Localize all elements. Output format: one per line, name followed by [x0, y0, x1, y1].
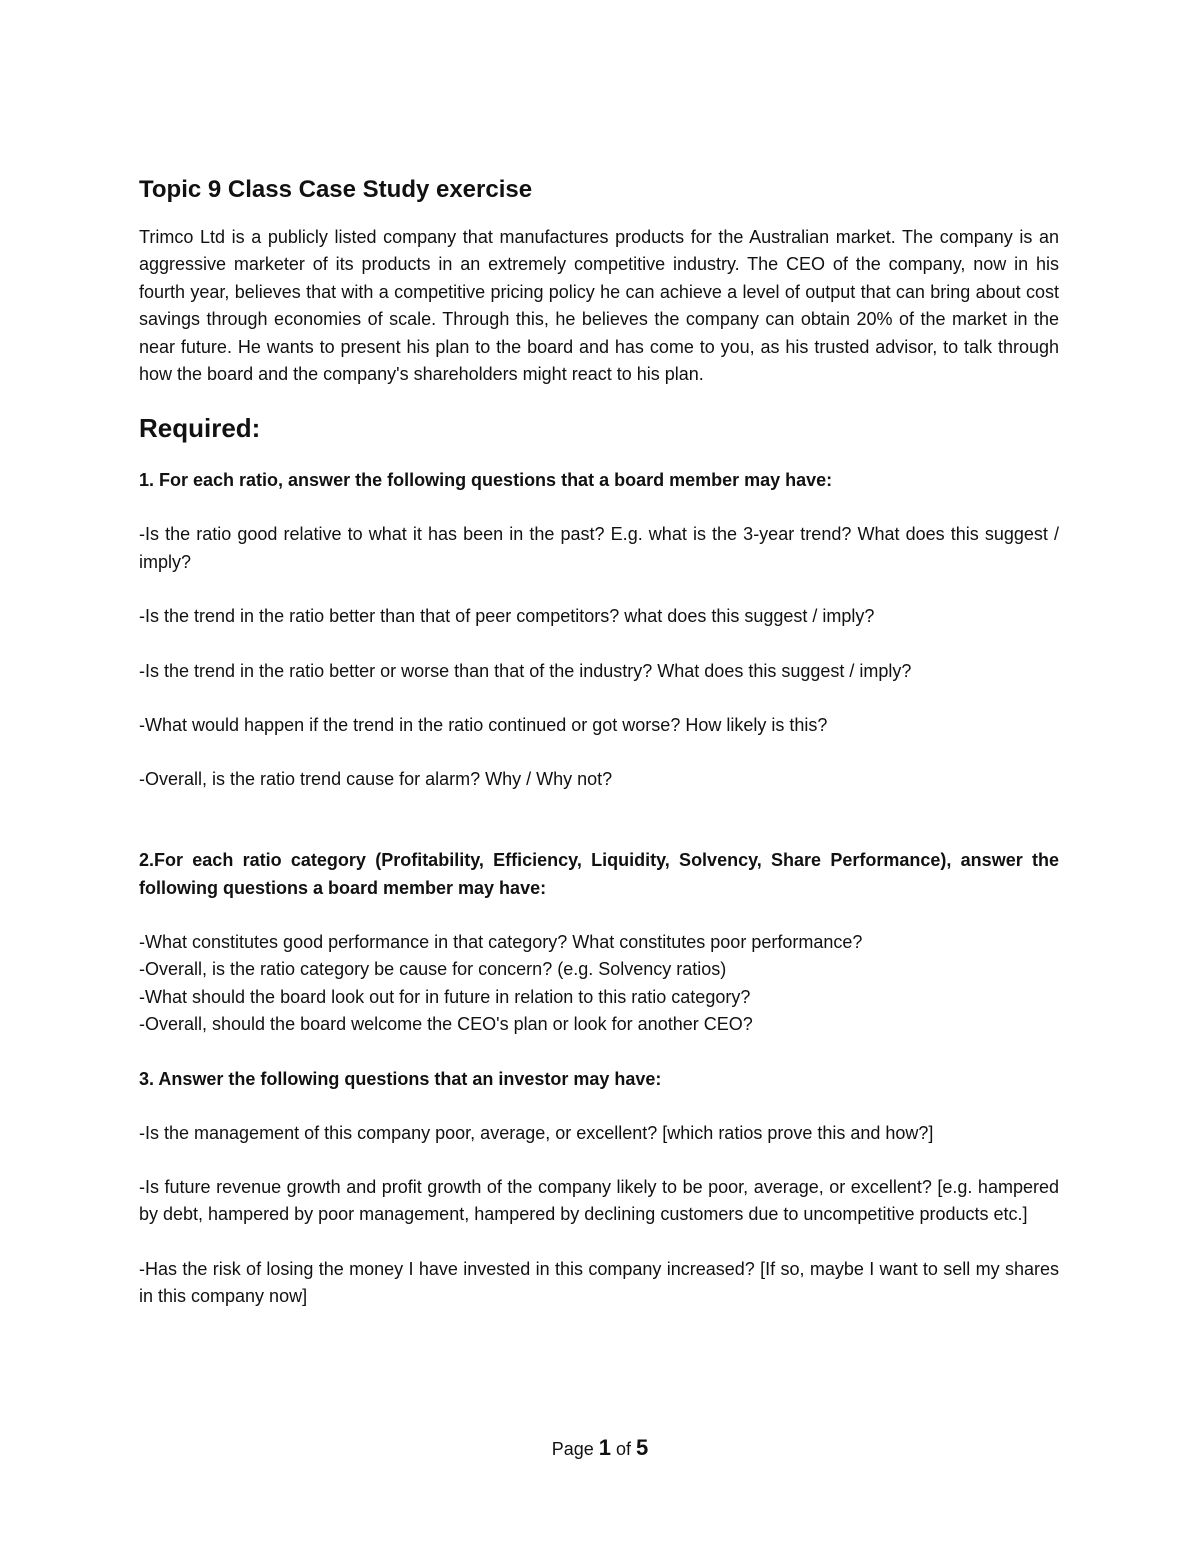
section-3-item: -Has the risk of losing the money I have invested in this company increased? [If so, maybe I want to sell my shares in this company now] [139, 1258, 1059, 1307]
document-body [139, 172, 1059, 1311]
section-2-item: -Overall, is the ratio category be cause for concern? (e.g. Solvency ratios) [139, 959, 727, 980]
section-1-item: -Overall, is the ratio trend cause for alarm? Why / Why not? [139, 769, 613, 790]
section-1-item: -Is the trend in the ratio better or worse than that of the industry? What does this suggest / imply? [139, 660, 912, 681]
section-3-item: -Is future revenue growth and profit growth of the company likely to be poor, average, or excellent? [e.g. hampered by debt, hampered by poor management, hampered by declining customers due to uncompetitive products etc.] [139, 1176, 1059, 1225]
section-1-item: -Is the ratio good relative to what it has been in the past? E.g. what is the 3-year trend? What does this suggest / imply? [139, 524, 1059, 572]
of-word: of [616, 1439, 632, 1459]
page-word: Page [551, 1439, 594, 1459]
section-1-item: -What would happen if the trend in the ratio continued or got worse? How likely is this? [139, 715, 828, 736]
intro-paragraph: Trimco Ltd is a publicly listed company that manufactures products for the Australian market. The company is an aggressive marketer of its products in an extremely competitive industry. The CEO of the company, now in his fourth year, believes that with a competitive pricing policy he can achieve a level of output that can bring about cost savings through economies of scale. Through this, he believes the company can obtain 20% of the market in the near future. He wants to present his plan to the board and has come to you, as his trusted advisor, to talk through how the board and the company's shareholders might react to his plan. [139, 227, 1059, 385]
section-1-heading: 1. For each ratio, answer the following questions that a board member may have: [139, 470, 833, 491]
section-3-item: -Is the management of this company poor, average, or excellent? [which ratios prove this and how?] [139, 1122, 934, 1143]
section-2-item: -Overall, should the board welcome the CEO's plan or look for another CEO? [139, 1014, 753, 1035]
section-1-item: -Is the trend in the ratio better than that of peer competitors? what does this suggest / imply? [139, 606, 875, 627]
section-2-item: -What should the board look out for in future in relation to this ratio category? [139, 986, 751, 1007]
current-page-number: 1 [598, 1435, 611, 1460]
section-3-heading: 3. Answer the following questions that an investor may have: [139, 1068, 662, 1089]
page-footer [0, 1433, 1200, 1464]
document-title: Topic 9 Class Case Study exercise [139, 176, 533, 203]
section-2-item: -What constitutes good performance in that category? What constitutes poor performance? [139, 931, 863, 952]
required-heading: Required: [139, 413, 261, 444]
total-pages-number: 5 [636, 1435, 649, 1460]
section-2-heading: 2.For each ratio category (Profitability, Efficiency, Liquidity, Solvency, Share Performance), answer the following questions a board member may have: [139, 849, 1059, 898]
